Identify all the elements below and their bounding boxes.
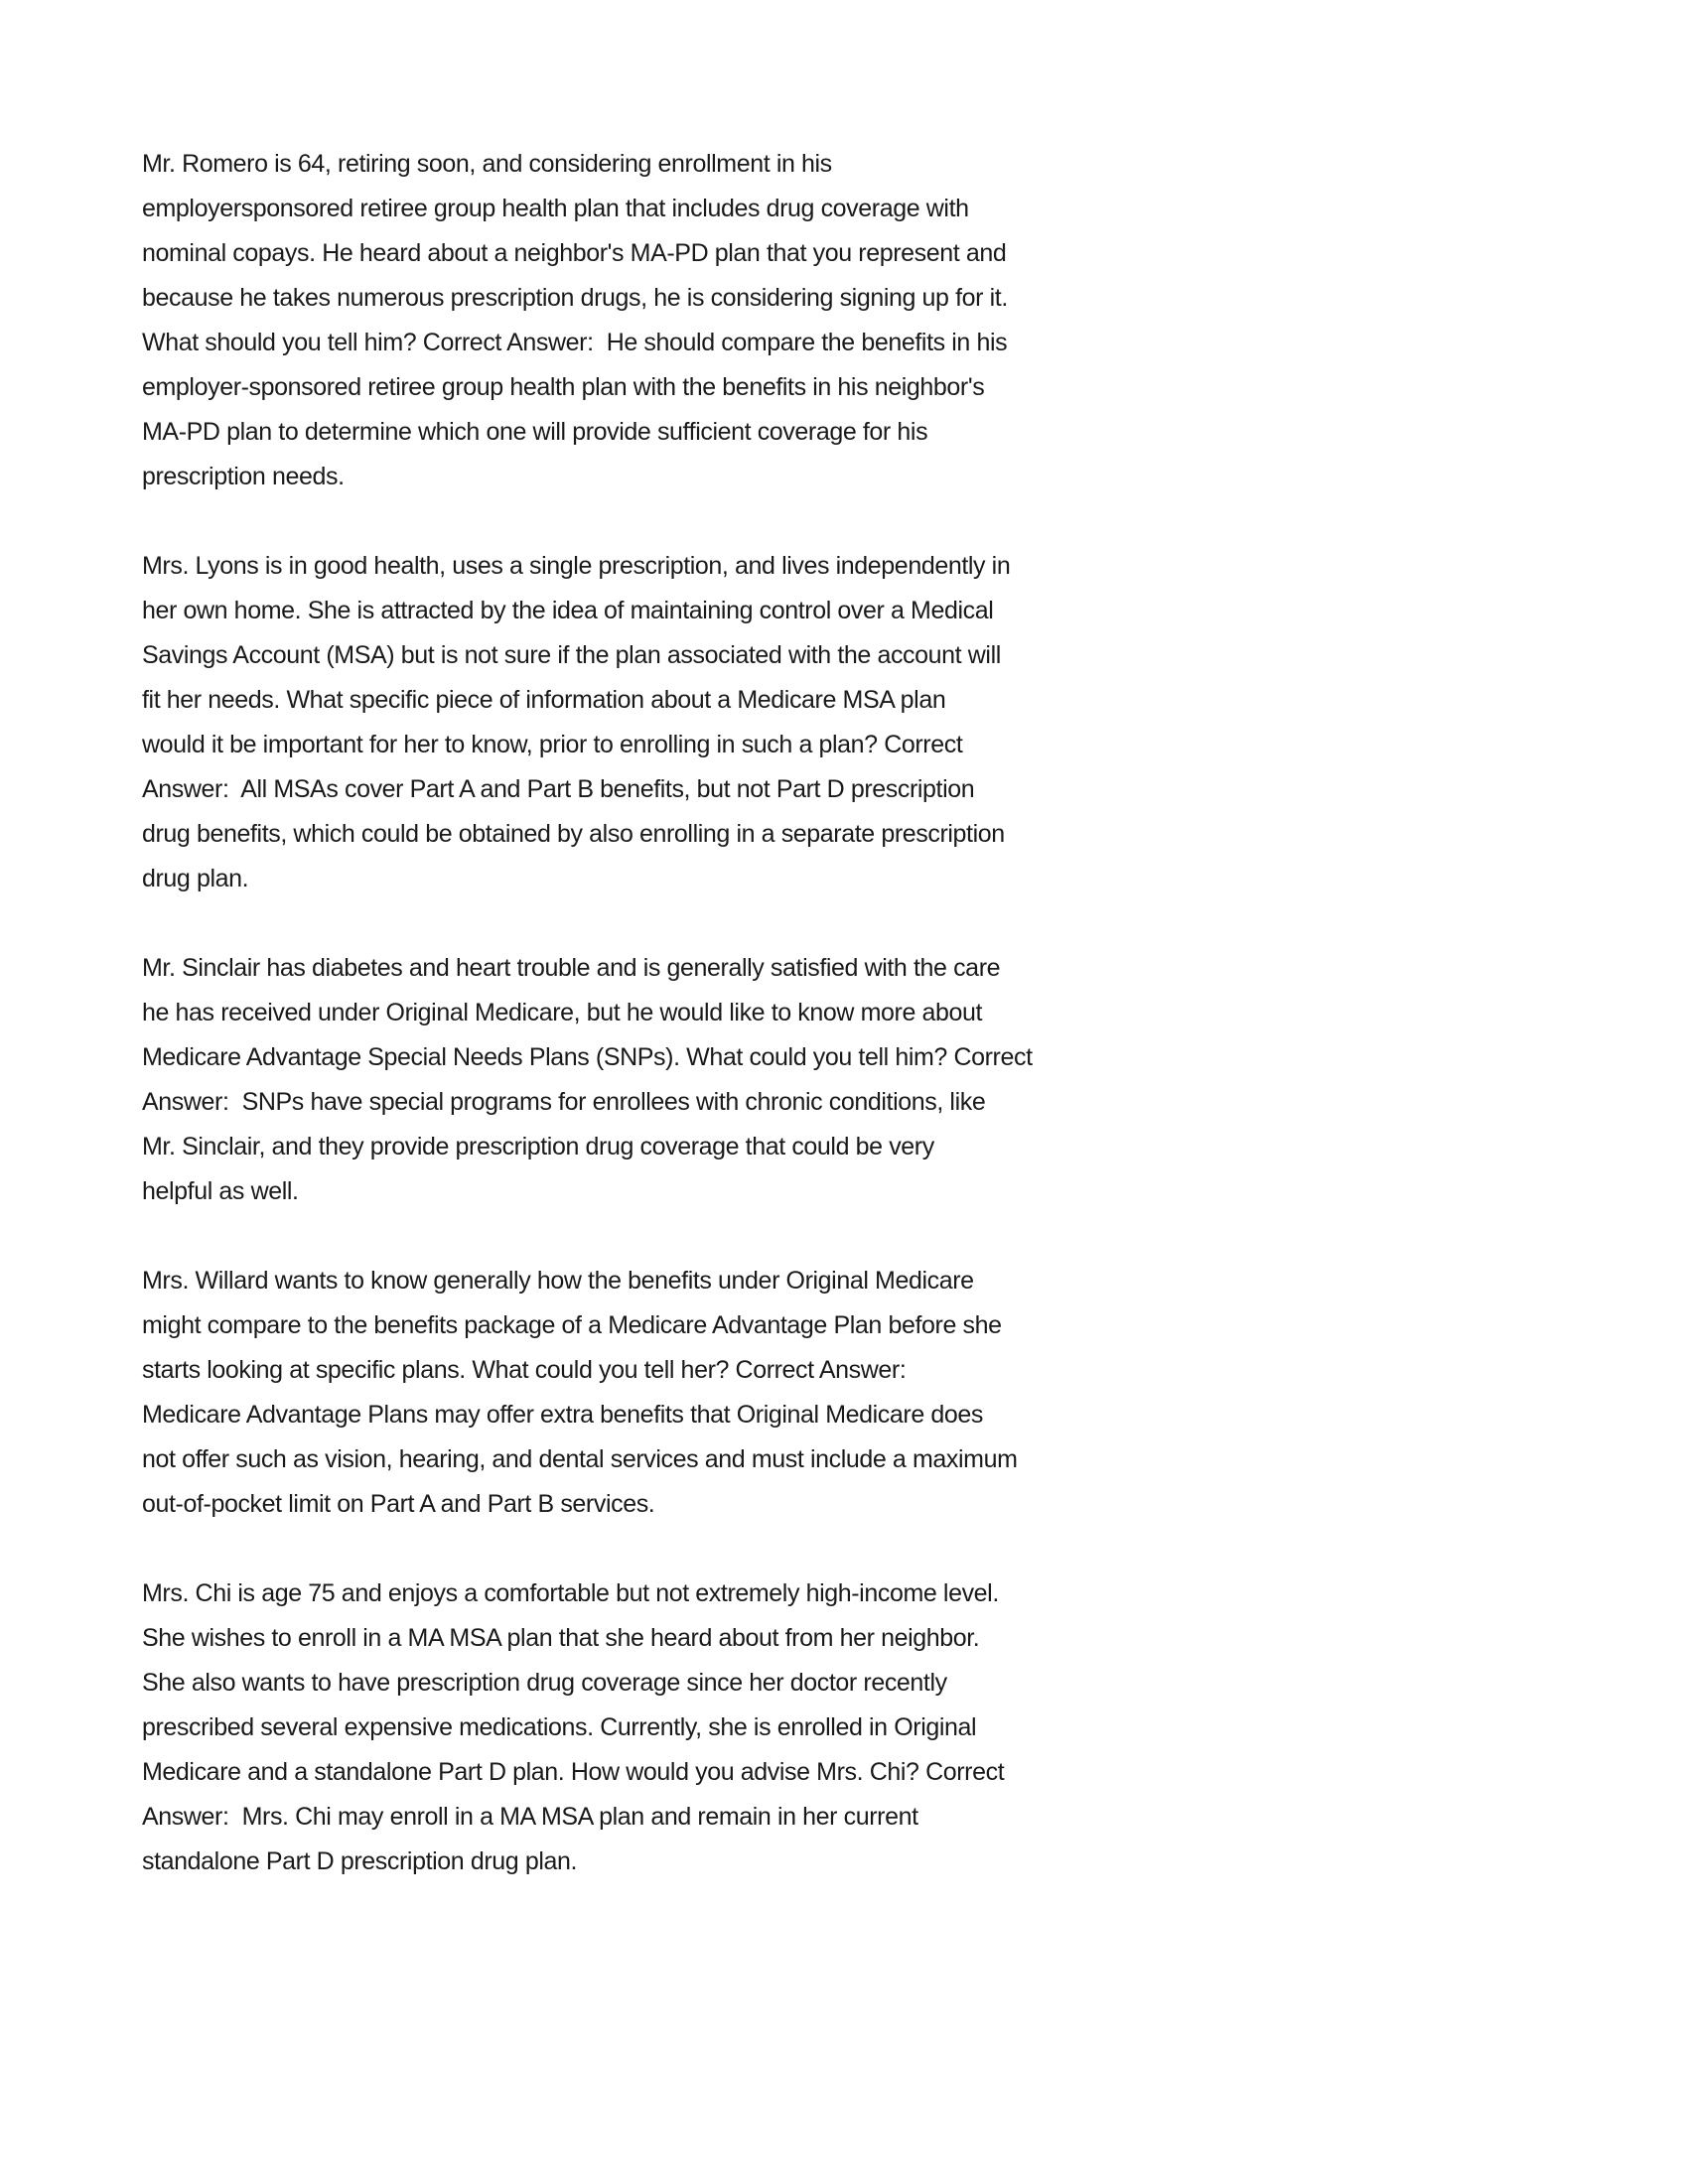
text-line: would it be important for her to know, prior to enrolling in such a plan? Correct: [142, 731, 963, 758]
text-line: helpful as well.: [142, 1177, 299, 1205]
text-line: prescribed several expensive medications. Currently, she is enrolled in Original: [142, 1713, 977, 1741]
text-line: he has received under Original Medicare, but he would like to know more about: [142, 999, 983, 1026]
text-line: her own home. She is attracted by the idea of maintaining control over a Medical: [142, 597, 994, 624]
text-line: Mrs. Lyons is in good health, uses a single prescription, and lives independently in: [142, 552, 1011, 580]
text-line: Answer: Mrs. Chi may enroll in a MA MSA plan and remain in her current: [142, 1803, 918, 1831]
text-line: employer-sponsored retiree group health plan with the benefits in his neighbor's: [142, 373, 985, 401]
text-line: because he takes numerous prescription drugs, he is considering signing up for it.: [142, 284, 1008, 312]
text-line: Answer: All MSAs cover Part A and Part B benefits, but not Part D prescription: [142, 775, 975, 803]
text-line: prescription needs.: [142, 463, 345, 490]
text-line: She also wants to have prescription drug coverage since her doctor recently: [142, 1669, 947, 1697]
text-line: Mrs. Willard wants to know generally how the benefits under Original Medicare: [142, 1267, 974, 1295]
text-line: not offer such as vision, hearing, and dental services and must include a maximum: [142, 1445, 1018, 1473]
text-line: might compare to the benefits package of a Medicare Advantage Plan before she: [142, 1311, 1002, 1339]
paragraph: [142, 946, 1532, 1214]
text-line: She wishes to enroll in a MA MSA plan that she heard about from her neighbor.: [142, 1624, 980, 1652]
text-line: standalone Part D prescription drug plan.: [142, 1847, 578, 1875]
paragraph: [142, 1571, 1532, 1884]
text-line: out-of-pocket limit on Part A and Part B services.: [142, 1490, 655, 1518]
text-line: Mr. Sinclair, and they provide prescription drug coverage that could be very: [142, 1133, 934, 1160]
text-line: Medicare and a standalone Part D plan. How would you advise Mrs. Chi? Correct: [142, 1758, 1005, 1786]
document-content: [142, 142, 1532, 1884]
text-line: drug benefits, which could be obtained by also enrolling in a separate prescription: [142, 820, 1005, 848]
text-line: employersponsored retiree group health plan that includes drug coverage with: [142, 195, 969, 222]
text-line: Answer: SNPs have special programs for enrollees with chronic conditions, like: [142, 1088, 986, 1116]
text-line: MA-PD plan to determine which one will provide sufficient coverage for his: [142, 418, 928, 446]
text-line: What should you tell him? Correct Answer: He should compare the benefits in his: [142, 329, 1008, 356]
text-line: nominal copays. He heard about a neighbor's MA-PD plan that you represent and: [142, 239, 1007, 267]
paragraph: [142, 544, 1532, 901]
text-line: fit her needs. What specific piece of information about a Medicare MSA plan: [142, 686, 946, 714]
text-line: Mr. Sinclair has diabetes and heart trouble and is generally satisfied with the care: [142, 954, 1001, 982]
text-line: Savings Account (MSA) but is not sure if the plan associated with the account will: [142, 641, 1001, 669]
text-line: starts looking at specific plans. What could you tell her? Correct Answer:: [142, 1356, 907, 1384]
paragraph: [142, 142, 1532, 499]
text-line: drug plan.: [142, 865, 249, 892]
paragraph: [142, 1259, 1532, 1527]
text-line: Mrs. Chi is age 75 and enjoys a comfortable but not extremely high-income level.: [142, 1579, 999, 1607]
text-line: Mr. Romero is 64, retiring soon, and considering enrollment in his: [142, 150, 832, 178]
text-line: Medicare Advantage Plans may offer extra benefits that Original Medicare does: [142, 1401, 983, 1429]
text-line: Medicare Advantage Special Needs Plans (SNPs). What could you tell him? Correct: [142, 1043, 1033, 1071]
